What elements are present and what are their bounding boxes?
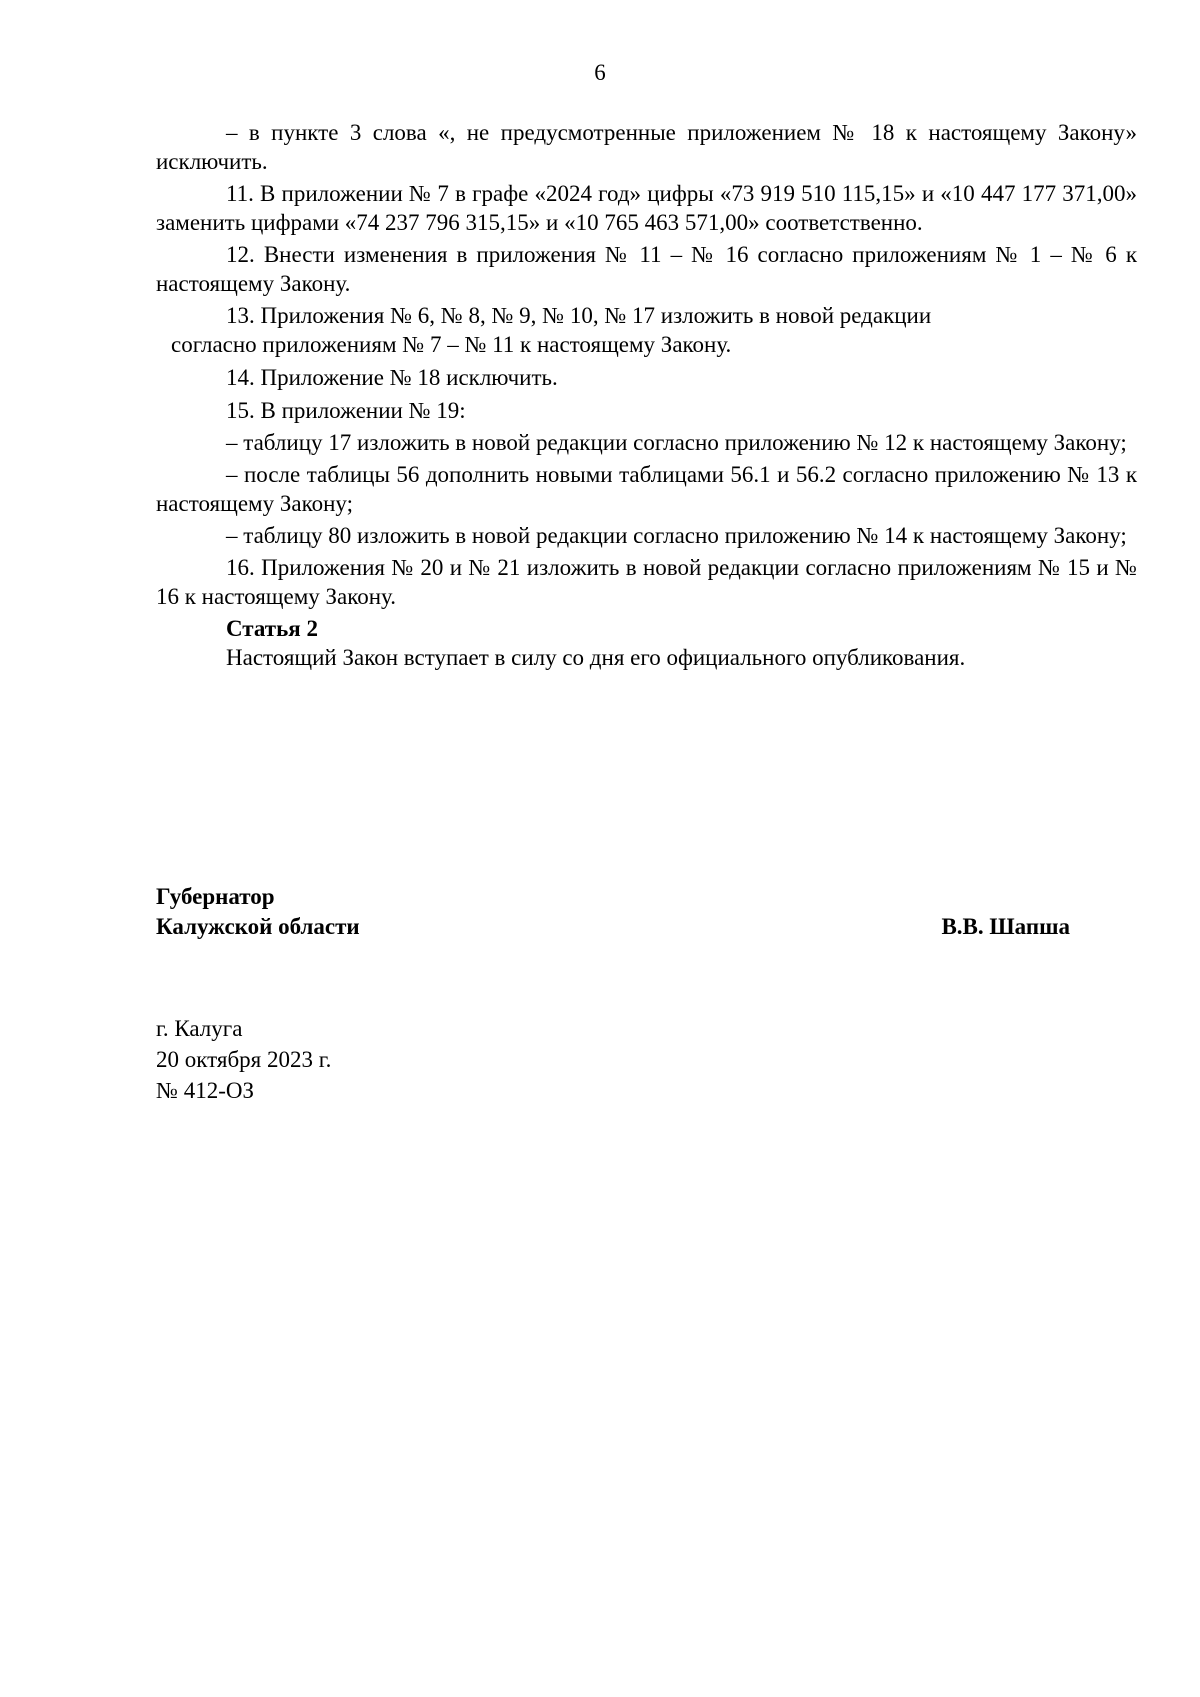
paragraph-item-11: 11. В приложении № 7 в графе «2024 год» цифры «73 919 510 115,15» и «10 447 177 371,00» заменить цифрами «74 237 796 315,15» и «10 765 463 571,00» соответственно. — [156, 181, 1137, 235]
paragraph-item-10-subpoint: – в пункте 3 слова «, не предусмотренные приложением № 18 к настоящему Закону» исключить. — [156, 120, 1137, 174]
signatory-name: В.В. Шапша — [941, 914, 1070, 939]
paragraph-item-16: 16. Приложения № 20 и № 21 изложить в новой редакции согласно приложениям № 15 и № 16 к настоящему Закону. — [156, 555, 1137, 609]
paragraph-item-13: 13. Приложения № 6, № 8, № 9, № 10, № 17 изложить в новой редакции — [226, 303, 932, 328]
paragraph-item-15-table-17: – таблицу 17 изложить в новой редакции согласно приложению № 12 к настоящему Закону; — [226, 430, 1127, 455]
paragraph-item-12: 12. Внести изменения в приложения № 11 – № 16 согласно приложениям № 1 – № 6 к настоящему Закону. — [156, 242, 1137, 296]
signatory-title-line2: Калужской области — [156, 914, 360, 939]
paragraph-item-13-continuation: согласно приложениям № 7 – № 11 к настоящему Закону. — [171, 332, 732, 357]
paragraph-item-15-table-80: – таблицу 80 изложить в новой редакции согласно приложению № 14 к настоящему Закону; — [226, 523, 1127, 548]
signature-block — [156, 882, 1070, 942]
paragraph-item-15-table-56: – после таблицы 56 дополнить новыми таблицами 56.1 и 56.2 согласно приложению № 13 к настоящему Закону; — [156, 462, 1137, 516]
paragraph-item-15: 15. В приложении № 19: — [226, 398, 466, 423]
article-2-heading: Статья 2 — [226, 616, 318, 641]
article-2-text: Настоящий Закон вступает в силу со дня его официального опубликования. — [226, 645, 966, 670]
paragraph-item-14: 14. Приложение № 18 исключить. — [226, 365, 558, 390]
page-number: 6 — [594, 60, 606, 85]
law-date: 20 октября 2023 г. — [156, 1047, 332, 1072]
place-city: г. Калуга — [156, 1016, 243, 1041]
place-date-block — [156, 1013, 331, 1106]
law-number: № 412-ОЗ — [156, 1078, 254, 1103]
signatory-title-line1: Губернатор — [156, 884, 275, 909]
document-body — [156, 118, 1137, 672]
